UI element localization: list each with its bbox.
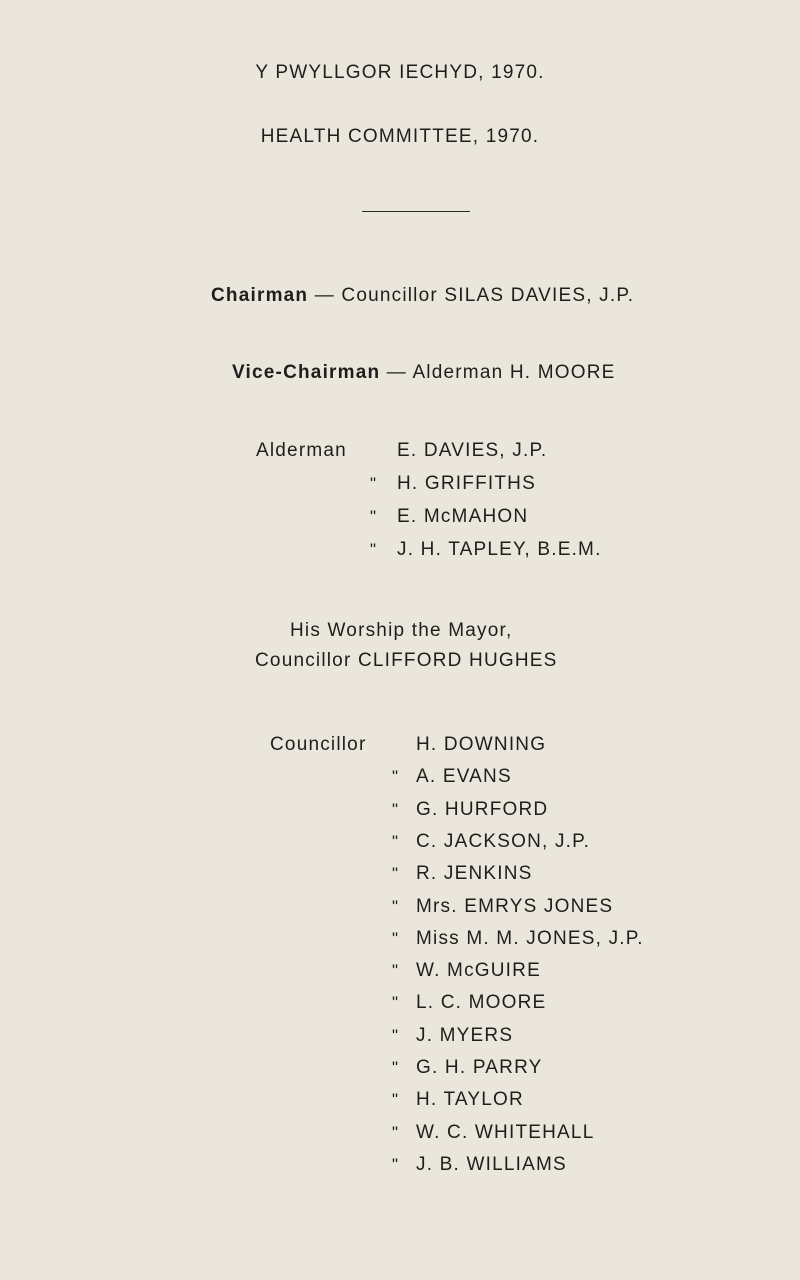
councillors-row [270,992,800,1016]
vice-chairman-line [232,362,616,384]
councillors-title: Councillor [270,734,367,755]
ditto-mark: " [391,1122,399,1142]
ditto-mark: " [391,961,399,981]
councillors-row [270,1154,800,1178]
councillors-row [270,960,800,984]
councillors-member-name: L. C. MOORE [416,992,547,1014]
councillors-member-name: H. DOWNING [416,734,547,755]
ditto-mark: " [369,474,377,493]
ditto-mark: " [369,540,377,559]
councillors-row [270,928,800,952]
divider-rule [362,211,470,212]
councillors-row [270,831,800,855]
ditto-mark: " [391,993,399,1013]
councillors-row [270,863,800,887]
vice-chairman-separator: — [386,362,407,383]
councillors-member-name: A. EVANS [416,766,512,788]
councillors-row [270,1089,800,1113]
ditto-mark: " [391,1154,399,1174]
aldermen-member-name: H. GRIFFITHS [397,473,536,494]
councillors-row [270,1057,800,1081]
mayor-line-2: Councillor CLIFFORD HUGHES [255,650,558,671]
councillors-row [270,1122,800,1146]
councillors-member-name: R. JENKINS [416,863,533,885]
councillors-row [270,799,800,823]
chairman-separator: — [314,285,335,306]
ditto-mark: " [391,767,399,787]
aldermen-row [256,506,800,530]
chairman-role: Chairman [211,285,309,306]
ditto-mark: " [391,1090,399,1110]
councillors-member-name: G. H. PARRY [416,1057,543,1078]
councillors-row [270,734,800,758]
aldermen-row [256,440,800,464]
welsh-title: Y PWYLLGOR IECHYD, 1970. [255,62,545,83]
aldermen-row [256,473,800,497]
aldermen-member-name: E. DAVIES, J.P. [397,440,548,461]
mayor-line-1: His Worship the Mayor, [290,620,513,641]
councillors-row [270,766,800,790]
councillors-row [270,1025,800,1049]
councillors-member-name: H. TAYLOR [416,1089,524,1111]
aldermen-row [256,539,800,563]
ditto-mark: " [391,928,399,948]
vice-chairman-role: Vice-Chairman [232,362,381,383]
ditto-mark: " [391,831,399,851]
councillors-member-name: W. McGUIRE [416,960,541,982]
aldermen-title: Alderman [256,440,347,461]
councillors-member-name: Mrs. EMRYS JONES [416,895,614,917]
councillors-member-name: G. HURFORD [416,798,549,820]
ditto-mark: " [391,1025,399,1045]
councillors-member-name: J. MYERS [416,1024,514,1046]
aldermen-member-name: E. McMAHON [397,506,529,527]
councillors-member-name: Miss M. M. JONES, J.P. [416,927,644,949]
ditto-mark: " [391,896,399,916]
chairman-name: Councillor SILAS DAVIES, J.P. [341,285,635,306]
ditto-mark: " [369,507,377,526]
vice-chairman-name: Alderman H. MOORE [412,362,616,383]
english-title: HEALTH COMMITTEE, 1970. [260,126,540,147]
ditto-mark: " [391,799,399,819]
ditto-mark: " [391,1058,399,1077]
councillors-member-name: C. JACKSON, J.P. [416,830,591,852]
councillors-row [270,896,800,920]
ditto-mark: " [391,864,399,884]
aldermen-member-name: J. H. TAPLEY, B.E.M. [397,539,602,560]
councillors-member-name: W. C. WHITEHALL [416,1121,595,1143]
chairman-line [211,285,634,307]
councillors-member-name: J. B. WILLIAMS [416,1153,567,1175]
